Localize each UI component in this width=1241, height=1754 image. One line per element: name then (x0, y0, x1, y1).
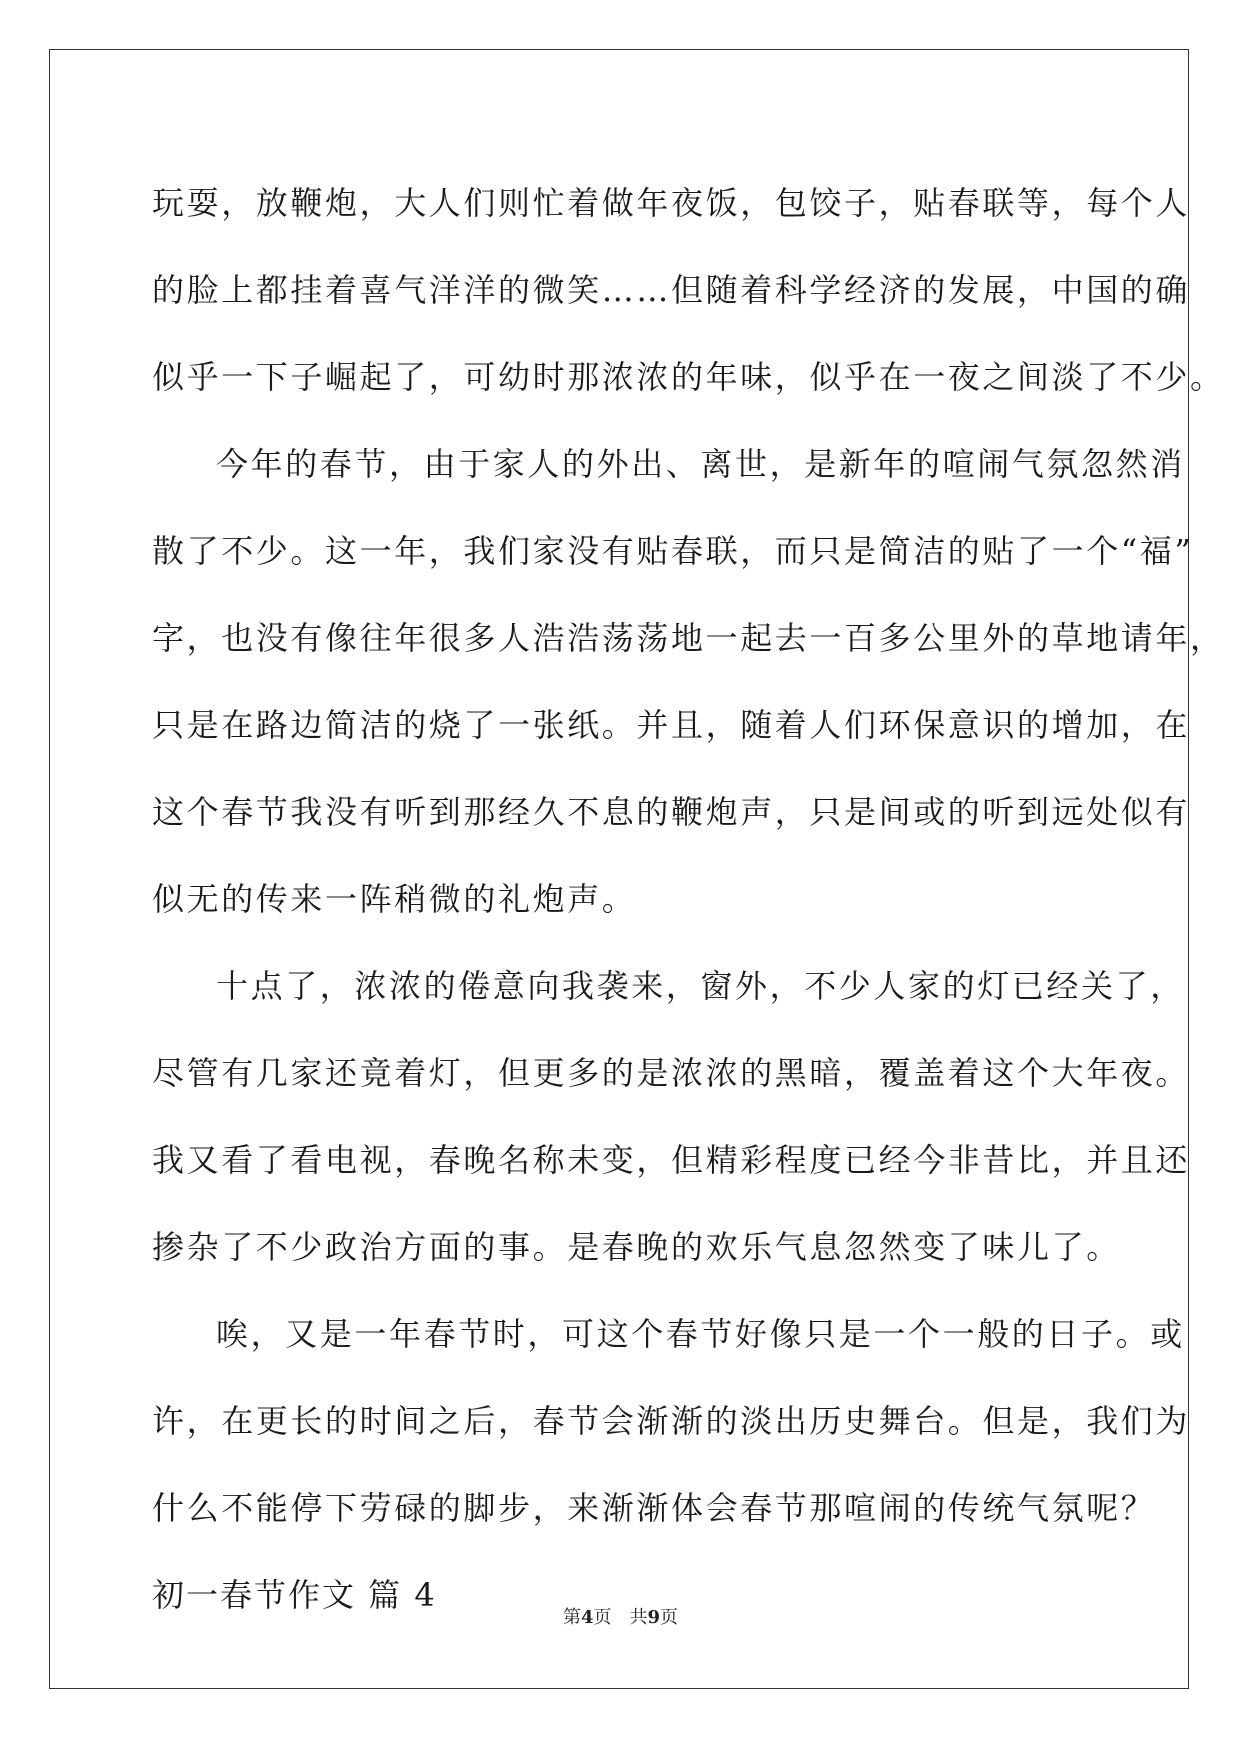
text-line: 字，也没有像往年很多人浩浩荡荡地一起去一百多公里外的草地请年， (152, 619, 1225, 657)
text-line: 这个春节我没有听到那经久不息的鞭炮声，只是间或的听到远处似有 (152, 793, 1191, 831)
text-line: 许，在更长的时间之后，春节会渐渐的淡出历史舞台。但是，我们为 (152, 1402, 1191, 1440)
paragraph-4 (152, 1291, 1191, 1552)
text-line: 十点了，浓浓的倦意向我袭来，窗外，不少人家的灯已经关了， (216, 967, 1185, 1005)
text-line: 似乎一下子崛起了，可幼时那浓浓的年味，似乎在一夜之间淡了不少。 (152, 358, 1225, 396)
page-prefix: 第 (562, 1607, 581, 1628)
text-line: 似无的传来一阵稍微的礼炮声。 (152, 880, 637, 918)
paragraph-3 (152, 943, 1191, 1291)
page-suffix: 页 (593, 1607, 612, 1628)
section-heading: 初一春节作文 篇 4 (152, 1576, 437, 1614)
page-footer (0, 1603, 1241, 1629)
text-line: 散了不少。这一年，我们家没有贴春联，而只是简洁的贴了一个“福” (152, 532, 1194, 570)
text-line: 尽管有几家还竟着灯，但更多的是浓浓的黑暗，覆盖着这个大年夜。 (152, 1054, 1191, 1092)
total-pages: 9 (647, 1607, 661, 1628)
text-line: 今年的春节，由于家人的外出、离世，是新年的喧闹气氛忽然消 (216, 445, 1185, 483)
text-line: 只是在路边简洁的烧了一张纸。并且，随着人们环保意识的增加，在 (152, 706, 1191, 744)
paragraph-1 (152, 160, 1225, 421)
total-suffix: 页 (660, 1607, 679, 1628)
document-body (152, 160, 1225, 1639)
text-line: 掺杂了不少政治方面的事。是春晚的欢乐气息忽然变了味儿了。 (152, 1228, 1121, 1266)
text-line: 什么不能停下劳碌的脚步，来渐渐体会春节那喧闹的传统气氛呢？ (152, 1489, 1156, 1527)
text-line: 我又看了看电视，春晚名称未变，但精彩程度已经今非昔比，并且还 (152, 1141, 1191, 1179)
total-prefix: 共 (629, 1607, 648, 1628)
page-number: 4 (580, 1607, 594, 1628)
paragraph-2 (152, 421, 1225, 943)
text-line: 玩耍，放鞭炮，大人们则忙着做年夜饭，包饺子，贴春联等，每个人 (152, 184, 1191, 222)
text-line: 唉，又是一年春节时，可这个春节好像只是一个一般的日子。或 (216, 1315, 1185, 1353)
text-line: 的脸上都挂着喜气洋洋的微笑……但随着科学经济的发展，中国的确 (152, 271, 1191, 309)
